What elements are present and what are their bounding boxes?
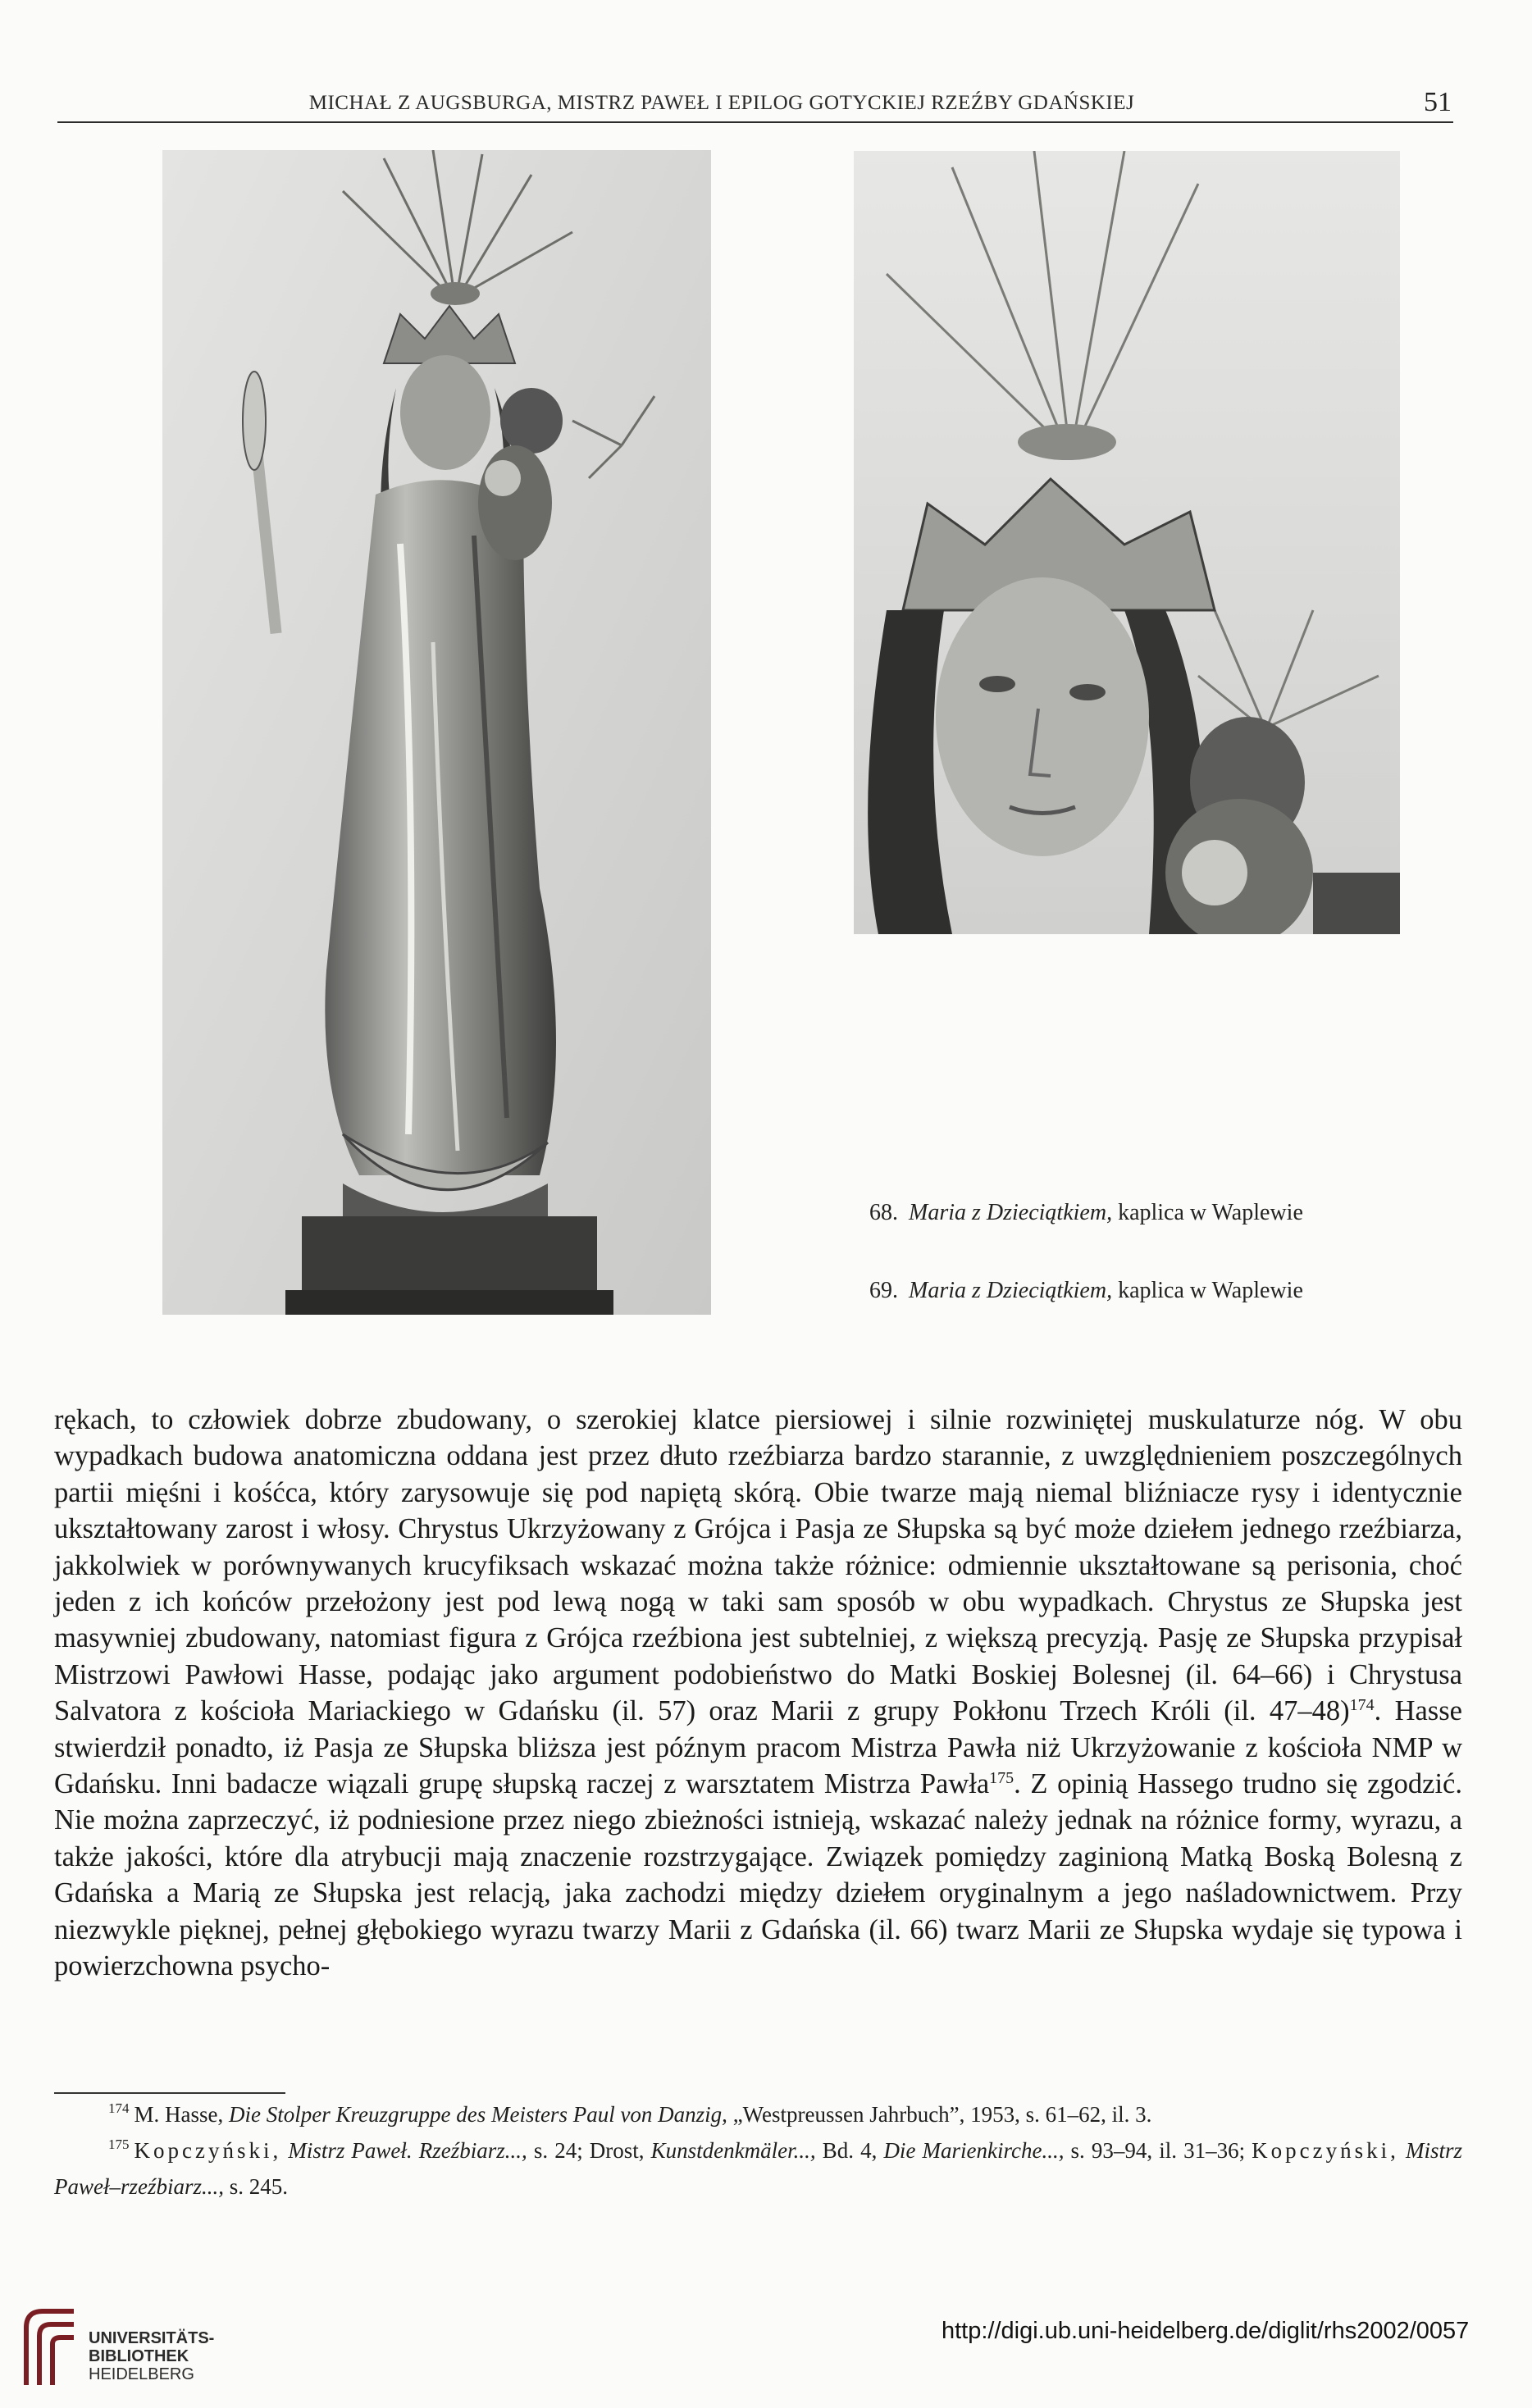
footnote-174 (54, 2096, 1462, 2132)
header-rule (57, 121, 1453, 123)
footnote-text: Bd. 4, (822, 2138, 878, 2163)
footnote-title: Mistrz Paweł. Rzeźbiarz..., (288, 2138, 527, 2163)
library-name-line: BIBLIOTHEK (89, 2347, 189, 2365)
detail-photo-illustration (854, 151, 1400, 934)
footnote-title: Die Marienkirche..., (883, 2138, 1065, 2163)
body-segment-1: rękach, to człowiek dobrze zbudowany, o szerokiej klatce piersiowej i silnie rozwiniętej muskulaturze nóg. W obu wypadkach budowa anatomiczna oddana jest przez dłuto rzeźbiarza bardzo starannie, z uwzględnieniem poszczególnych partii mięśni i kośćca, który zarysowuje się pod napiętą skórą. Obie twarze mają niemal bliźniacze rysy i identycznie ukształtowany zarost i włosy. Chrystus Ukrzyżowany z Grójca i Pasja ze Słupska są być może dziełem jednego rzeźbiarza, jakkolwiek w porównywanych krucyfiksach wskazać można także różnice: odmiennie ukształtowane są perisonia, choć jeden z ich końców przełożony jest pod lewą nogą w taki sam sposób w obu wypadkach. Chrystus ze Słupska jest masywniej zbudowany, natomiast figura z Grójca rzeźbiona jest subtelniej, z większą precyzją. Pasję ze Słupska przypisał Mistrzowi Pawłowi Hasse, podając jako argument podobieństwo do Matki Boskiej Bolesnej (il. 64–66) i Chrystusa Salvatora z kościoła Mariackiego w Gdańsku (il. 57) oraz Marii z grupy Pokłonu Trzech Króli (il. 47–48) (54, 1404, 1462, 1727)
footnote-text: s. 93–94, il. 31–36; (1070, 2138, 1246, 2163)
body-paragraph (54, 1402, 1462, 1985)
caption-title: Maria z Dzieciątkiem, (909, 1200, 1113, 1225)
caption-title: Maria z Dzieciątkiem, (909, 1278, 1113, 1303)
footnotes (54, 2096, 1462, 2205)
footnote-text: s. 245. (229, 2174, 289, 2199)
footnote-title: Die Stolper Kreuzgruppe des Meisters Paul von Danzig, (229, 2102, 727, 2127)
caption-number: 68. (869, 1200, 898, 1225)
caption-number: 69. (869, 1278, 898, 1303)
caption-figure-69 (869, 1278, 1303, 1304)
body-text (54, 1402, 1462, 1985)
footnote-ref-174[interactable]: 174 (1349, 1696, 1375, 1715)
library-name-line: UNIVERSITÄTS- (89, 2329, 215, 2347)
body-segment-2: . Hasse stwierdził ponadto, iż Pasja ze Słupska bliższa jest późnym pracom Mistrza Pawła niż Ukrzyżowanie z kościoła NMP w Gdańsku. Inni badacze wiązali grupę słupską raczej z warsztatem Mistrza Pawła (54, 1695, 1462, 1800)
running-title: MICHAŁ Z AUGSBURGA, MISTRZ PAWEŁ I EPILOG GOTYCKIEJ RZEŹBY GDAŃSKIEJ (308, 92, 1135, 114)
caption-figure-68 (869, 1200, 1303, 1226)
running-header (57, 89, 1452, 121)
footnote-source: „Westpreussen Jahrbuch”, 1953, s. 61–62, il. 3. (732, 2102, 1152, 2127)
body-segment-3: . Z opinią Hassego trudno się zgodzić. Nie można zaprzeczyć, iż podniesione przez niego zbieżności istnieją, wskazać należy jednak na różnice formy, wyrazu, a także jakości, które dla atrybucji mają znaczenie rozstrzygające. Związek pomiędzy zaginioną Matką Boską Bolesną z Gdańska a Marią ze Słupska jest relacją, jaka zachodzi między dziełem oryginalnym a jego naśladownictwem. Przy niezwykle pięknej, pełnej głębokiego wyrazu twarzy Marii z Gdańska (il. 66) twarz Marii ze Słupska wydaje się typowa i powierzchowna psycho- (54, 1768, 1462, 1982)
footnote-ref-175[interactable]: 175 (989, 1769, 1014, 1788)
library-name-line: HEIDELBERG (89, 2365, 194, 2383)
footnote-title: Kunstdenkmäler..., (650, 2138, 816, 2163)
footnote-author: Kopczyński, (1252, 2138, 1399, 2163)
figure-69-photo (854, 151, 1400, 934)
source-url-link[interactable]: http://digi.ub.uni-heidelberg.de/diglit/rhs2002/0057 (942, 2318, 1470, 2344)
figure-68-photo (162, 150, 711, 1315)
statue-photo-illustration (162, 150, 711, 1315)
footnote-title: Mistrz Paweł–rzeźbiarz..., (54, 2138, 1463, 2199)
university-library-logo-icon (18, 2303, 82, 2393)
footnote-author: M. Hasse, (134, 2102, 224, 2127)
library-name (89, 2329, 214, 2383)
footnote-number: 174 (108, 2100, 130, 2116)
footnote-rule (54, 2092, 285, 2094)
footnote-number: 175 (108, 2137, 130, 2152)
footnote-author: Kopczyński, (134, 2138, 282, 2163)
footnote-175 (54, 2132, 1462, 2205)
footnote-text: s. 24; Drost, (533, 2138, 645, 2163)
caption-place: kaplica w Waplewie (1118, 1200, 1303, 1225)
caption-place: kaplica w Waplewie (1118, 1278, 1303, 1303)
page-number: 51 (1424, 87, 1452, 117)
